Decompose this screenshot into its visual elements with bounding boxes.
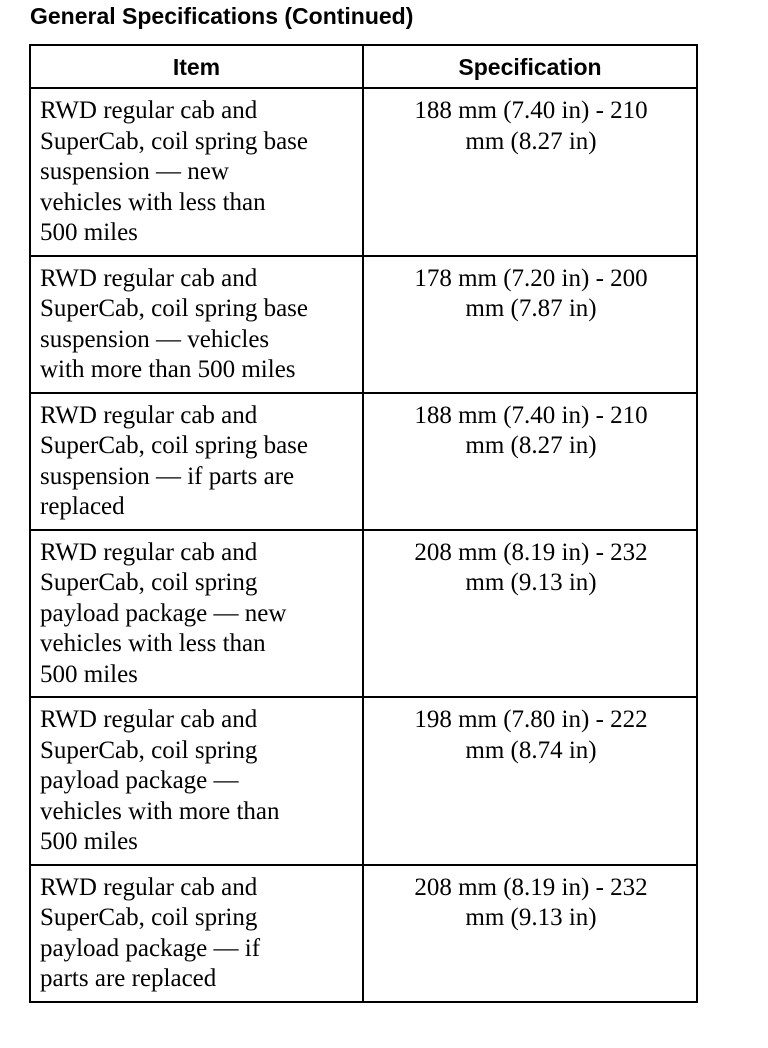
item-cell: [30, 530, 363, 698]
specification-text-line: mm (9.13 in): [465, 569, 597, 596]
specification-cell: [363, 865, 697, 1002]
table-row: [30, 865, 697, 1002]
item-text-line: payload package — if: [40, 934, 261, 962]
item-text-line: RWD regular cab and: [40, 264, 258, 292]
item-cell: [30, 393, 363, 530]
item-text-line: SuperCab, coil spring: [40, 569, 258, 596]
specification-cell: [363, 256, 697, 393]
item-text-line: 500 miles: [40, 828, 138, 855]
item-text-line: suspension — if parts are: [40, 462, 295, 490]
item-text-line: SuperCab, coil spring: [40, 736, 258, 764]
item-text-line: payload package — new: [40, 599, 287, 627]
item-text-line: payload package —: [40, 767, 239, 794]
item-cell: [30, 88, 363, 256]
item-text-line: SuperCab, coil spring base: [40, 295, 309, 322]
item-text-line: vehicles with less than: [40, 188, 266, 216]
table-row: [30, 256, 697, 393]
table-row: [30, 530, 697, 698]
item-text-line: parts are replaced: [40, 965, 217, 992]
item-text-line: 500 miles: [40, 660, 138, 688]
item-cell: [30, 865, 363, 1002]
item-text-line: suspension — new: [40, 158, 229, 185]
specification-text-line: 208 mm (8.19 in) - 232: [414, 538, 648, 566]
specifications-table: [29, 44, 698, 1003]
specification-text-line: 178 mm (7.20 in) - 200: [414, 264, 648, 292]
item-text-line: RWD regular cab and: [40, 706, 258, 733]
item-text-line: vehicles with less than: [40, 630, 266, 657]
item-text-line: replaced: [40, 493, 125, 520]
item-text-line: 500 miles: [40, 219, 138, 246]
table-header-row: [30, 45, 697, 88]
table-row: [30, 88, 697, 256]
specification-cell: [363, 697, 697, 865]
item-text-line: RWD regular cab and: [40, 873, 258, 901]
table-row: [30, 697, 697, 865]
specification-text-line: mm (7.87 in): [465, 295, 597, 322]
item-text-line: SuperCab, coil spring base: [40, 432, 309, 459]
item-text-line: with more than 500 miles: [40, 356, 296, 383]
item-column-header: Item: [30, 45, 363, 88]
specification-text-line: mm (9.13 in): [465, 904, 597, 931]
specification-text-line: mm (8.27 in): [465, 127, 597, 155]
specification-text-line: 188 mm (7.40 in) - 210: [414, 401, 648, 429]
item-text-line: RWD regular cab and: [40, 401, 258, 429]
item-text-line: RWD regular cab and: [40, 538, 258, 566]
specification-cell: [363, 393, 697, 530]
specification-text-line: 188 mm (7.40 in) - 210: [414, 97, 648, 124]
item-text-line: vehicles with more than: [40, 797, 280, 825]
specification-text-line: mm (8.74 in): [465, 736, 597, 764]
specification-cell: [363, 88, 697, 256]
item-text-line: SuperCab, coil spring base: [40, 127, 309, 155]
page-title: General Specifications (Continued): [30, 3, 414, 29]
item-cell: [30, 697, 363, 865]
item-text-line: SuperCab, coil spring: [40, 904, 258, 931]
item-text-line: suspension — vehicles: [40, 325, 270, 353]
item-cell: [30, 256, 363, 393]
specification-text-line: 208 mm (8.19 in) - 232: [414, 873, 648, 901]
specification-column-header: Specification: [363, 45, 697, 88]
item-text-line: RWD regular cab and: [40, 97, 258, 124]
specification-text-line: 198 mm (7.80 in) - 222: [414, 706, 648, 733]
specification-cell: [363, 530, 697, 698]
table-row: [30, 393, 697, 530]
specification-text-line: mm (8.27 in): [465, 432, 597, 459]
